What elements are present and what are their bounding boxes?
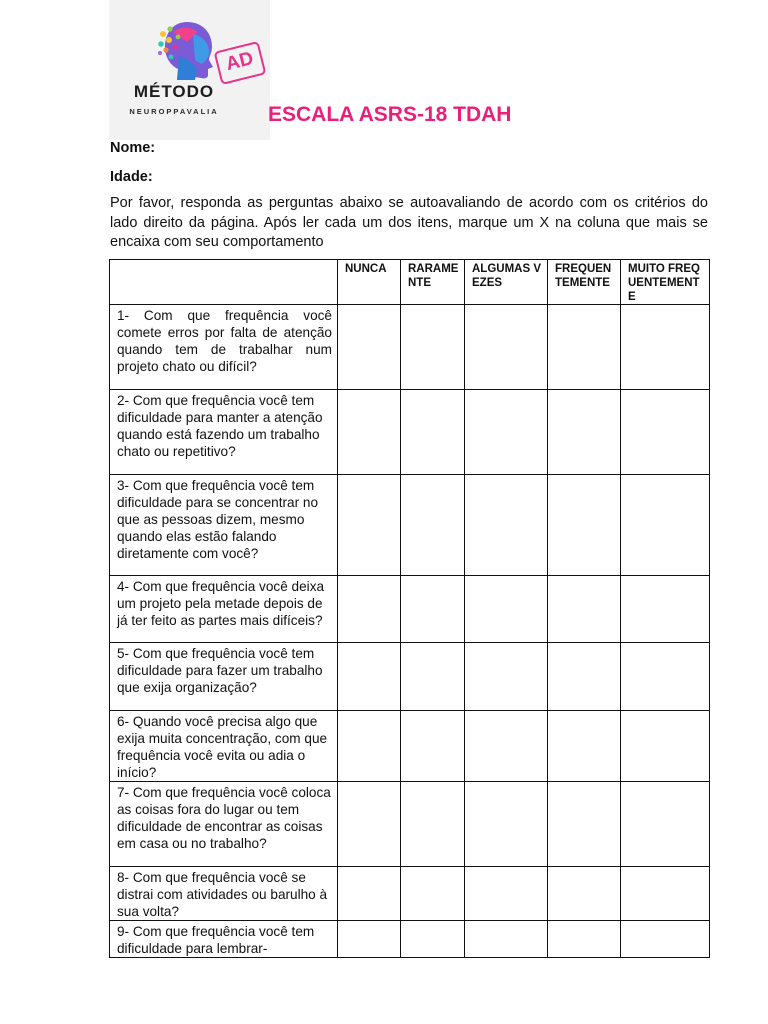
answer-cell-nunca[interactable]: [338, 867, 401, 921]
answer-cell-raramente[interactable]: [401, 782, 465, 867]
brand-name: MÉTODO: [133, 82, 215, 101]
colorful-head-profile-icon: [157, 20, 215, 80]
name-label: Nome:: [110, 140, 156, 156]
answer-cell-nunca[interactable]: [338, 475, 401, 576]
table-row: [110, 643, 710, 711]
question-text: 1- Com que frequência você comete erros por falta de atenção quando tem de trabalhar num projeto chato ou difícil?: [110, 305, 338, 390]
brand-logo: [109, 0, 270, 140]
table-row: [110, 921, 710, 958]
question-text: 4- Com que frequência você deixa um projeto pela metade depois de já ter feito as partes mais difíceis?: [110, 576, 338, 643]
table-row: [110, 576, 710, 643]
answer-cell-raramente[interactable]: [401, 711, 465, 782]
table-row: [110, 711, 710, 782]
answer-cell-muito-frequentemente[interactable]: [621, 390, 710, 475]
answer-cell-muito-frequentemente[interactable]: [621, 475, 710, 576]
answer-cell-raramente[interactable]: [401, 305, 465, 390]
answer-cell-algumas-vezes[interactable]: [465, 576, 548, 643]
answer-cell-raramente[interactable]: [401, 390, 465, 475]
instructions-paragraph: Por favor, responda as perguntas abaixo se autoavaliando de acordo com os critérios do lado direito da página. Após ler cada um dos itens, marque um X na coluna que mais se encaixa com seu comportamento: [110, 195, 708, 250]
answer-cell-frequentemente[interactable]: [548, 305, 621, 390]
answer-cell-frequentemente[interactable]: [548, 390, 621, 475]
answer-cell-algumas-vezes[interactable]: [465, 867, 548, 921]
answer-cell-muito-frequentemente[interactable]: [621, 305, 710, 390]
questionnaire-table: [109, 259, 710, 958]
table-header-row: [110, 260, 710, 305]
answer-cell-raramente[interactable]: [401, 867, 465, 921]
answer-cell-nunca[interactable]: [338, 576, 401, 643]
answer-cell-nunca[interactable]: [338, 711, 401, 782]
answer-cell-muito-frequentemente[interactable]: [621, 711, 710, 782]
answer-cell-raramente[interactable]: [401, 576, 465, 643]
answer-cell-algumas-vezes[interactable]: [465, 643, 548, 711]
question-text: 9- Com que frequência você tem dificuldade para lembrar-: [110, 921, 338, 958]
question-text: 7- Com que frequência você coloca as coisas fora do lugar ou tem dificuldade de encontrar as coisas em casa ou no trabalho?: [110, 782, 338, 867]
answer-cell-muito-frequentemente[interactable]: [621, 576, 710, 643]
header-nunca: NUNCA: [338, 260, 401, 305]
question-text: 3- Com que frequência você tem dificuldade para se concentrar no que as pessoas dizem, mesmo quando elas estão falando diretamente com você?: [110, 475, 338, 576]
question-text: 8- Com que frequência você se distrai com atividades ou barulho à sua volta?: [110, 867, 338, 921]
answer-cell-frequentemente[interactable]: [548, 643, 621, 711]
table-row: [110, 390, 710, 475]
answer-cell-nunca[interactable]: [338, 921, 401, 958]
table-row: [110, 867, 710, 921]
header-frequentemente: FREQUENTEMENTE: [548, 260, 621, 305]
answer-cell-nunca[interactable]: [338, 390, 401, 475]
question-text: 6- Quando você precisa algo que exija muita concentração, com que frequência você evita ou adia o início?: [110, 711, 338, 782]
question-text: 2- Com que frequência você tem dificuldade para manter a atenção quando está fazendo um trabalho chato ou repetitivo?: [110, 390, 338, 475]
header-muito-frequentemente: MUITO FREQUENTEMENTE: [621, 260, 710, 305]
ad-stamp: AD: [214, 41, 267, 85]
answer-cell-algumas-vezes[interactable]: [465, 711, 548, 782]
document-title: ESCALA ASRS-18 TDAH: [268, 103, 512, 126]
answer-cell-algumas-vezes[interactable]: [465, 305, 548, 390]
answer-cell-nunca[interactable]: [338, 305, 401, 390]
table-row: [110, 305, 710, 390]
answer-cell-muito-frequentemente[interactable]: [621, 643, 710, 711]
answer-cell-frequentemente[interactable]: [548, 576, 621, 643]
table-row: [110, 475, 710, 576]
answer-cell-algumas-vezes[interactable]: [465, 782, 548, 867]
answer-cell-nunca[interactable]: [338, 643, 401, 711]
answer-cell-raramente[interactable]: [401, 475, 465, 576]
answer-cell-algumas-vezes[interactable]: [465, 921, 548, 958]
answer-cell-muito-frequentemente[interactable]: [621, 782, 710, 867]
answer-cell-frequentemente[interactable]: [548, 475, 621, 576]
table-row: [110, 782, 710, 867]
answer-cell-frequentemente[interactable]: [548, 782, 621, 867]
answer-cell-frequentemente[interactable]: [548, 711, 621, 782]
answer-cell-raramente[interactable]: [401, 643, 465, 711]
answer-cell-nunca[interactable]: [338, 782, 401, 867]
answer-cell-algumas-vezes[interactable]: [465, 390, 548, 475]
header-question: [110, 260, 338, 305]
age-label: Idade:: [110, 169, 153, 185]
header-algumas-vezes: ALGUMAS VEZES: [465, 260, 548, 305]
answer-cell-frequentemente[interactable]: [548, 867, 621, 921]
answer-cell-muito-frequentemente[interactable]: [621, 921, 710, 958]
answer-cell-raramente[interactable]: [401, 921, 465, 958]
brand-subtitle: NEUROPPAVALIA: [129, 107, 219, 116]
answer-cell-algumas-vezes[interactable]: [465, 475, 548, 576]
answer-cell-muito-frequentemente[interactable]: [621, 867, 710, 921]
header-raramente: RARAMENTE: [401, 260, 465, 305]
answer-cell-frequentemente[interactable]: [548, 921, 621, 958]
question-text: 5- Com que frequência você tem dificuldade para fazer um trabalho que exija organização?: [110, 643, 338, 711]
